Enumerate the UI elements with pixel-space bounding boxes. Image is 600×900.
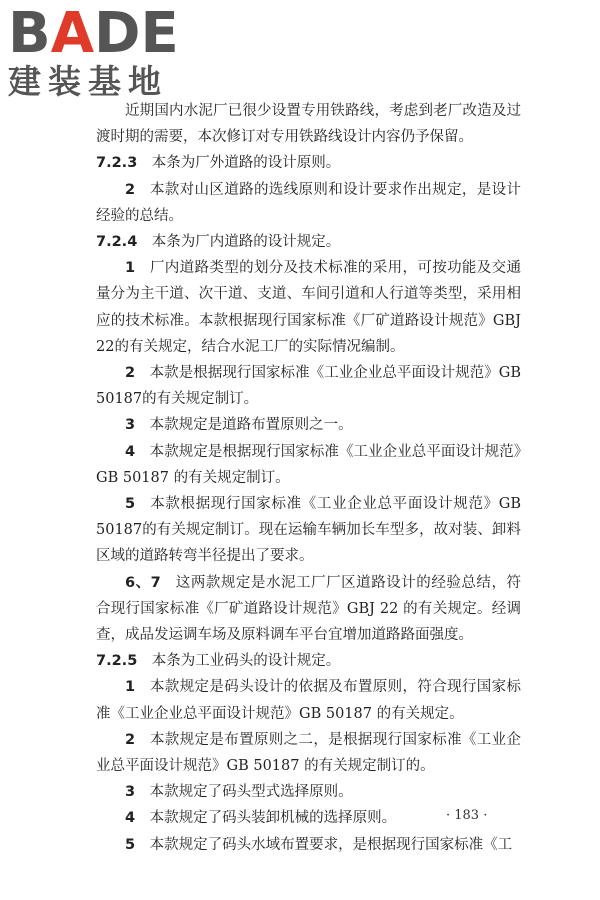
paragraph-text: 本款规定了码头型式选择原则。: [149, 784, 353, 801]
paragraph: [96, 255, 521, 360]
paragraph: [96, 177, 521, 229]
clause-number: 2: [125, 181, 136, 198]
logo-letter-e: E: [140, 1, 179, 66]
paragraph-text: 近期国内水泥厂已很少设置专用铁路线，考虑到老厂改造及过渡时期的需要，本次修订对专用铁路线设计内容仍予保留。: [96, 103, 521, 146]
logo-subtitle: 建装基地: [8, 62, 168, 101]
clause-number: 3: [125, 417, 136, 434]
paragraph-text: 本款规定是根据现行国家标准《工业企业总平面设计规范》GB 50187 的有关规定制订。: [96, 443, 521, 486]
clause-number: 7.2.5: [96, 653, 138, 670]
paragraph: [96, 674, 521, 726]
paragraph: [96, 779, 521, 805]
paragraph: [96, 648, 521, 674]
paragraph: [96, 727, 521, 779]
paragraph-text: 本条为厂内道路的设计规定。: [151, 234, 341, 251]
paragraph-text: 本条为工业码头的设计规定。: [151, 653, 341, 670]
paragraph: [96, 360, 521, 412]
paragraph-text: 本条为厂外道路的设计原则。: [151, 155, 341, 172]
paragraph-text: 这两款规定是水泥工厂厂区道路设计的经验总结，符合现行国家标准《厂矿道路设计规范》GBJ 22 的有关规定。经调查，成品发运调车场及原料调车平台宜增加道路路面强度。: [96, 574, 521, 644]
paragraph-text: 本款规定是码头设计的依据及布置原则，符合现行国家标准《工业企业总平面设计规范》GB 50187 的有关规定。: [96, 679, 521, 722]
clause-number: 2: [125, 365, 136, 382]
paragraph-text: 本款规定了码头水域布置要求，是根据现行国家标准《工: [149, 836, 513, 853]
paragraph-text: 本款是根据现行国家标准《工业企业总平面设计规范》GB 50187的有关规定制订。: [96, 365, 521, 408]
paragraph: [96, 98, 521, 150]
clause-number: 7.2.4: [96, 234, 138, 251]
paragraph-text: 厂内道路类型的划分及技术标准的采用，可按功能及交通量分为主干道、次干道、支道、车间引道和人行道等类型，采用相应的技术标准。本款根据现行国家标准《厂矿道路设计规范》GBJ 22的有关规定，结合水泥工厂的实际情况编制。: [96, 260, 521, 355]
logo-wordmark: [8, 1, 183, 66]
logo-letter-d: D: [94, 1, 141, 66]
paragraph: [96, 229, 521, 255]
document-body: [96, 98, 521, 858]
clause-number: 5: [125, 836, 136, 853]
paragraph-text: 本款规定了码头装卸机械的选择原则。: [149, 810, 397, 827]
paragraph-text: 本款根据现行国家标准《工业企业总平面设计规范》GB 50187的有关规定制订。现在运输车辆加长车型多，故对装、卸料区域的道路转弯半径提出了要求。: [96, 496, 521, 565]
logo-letter-a: A: [50, 1, 95, 66]
paragraph: [96, 832, 521, 858]
clause-number: 1: [125, 260, 136, 277]
paragraph: [96, 491, 521, 570]
clause-number: 4: [125, 443, 136, 460]
clause-number: 2: [125, 731, 136, 748]
paragraph: [96, 439, 521, 491]
logo: [8, 1, 183, 101]
clause-number: 3: [125, 784, 136, 801]
logo-letter-b: B: [8, 1, 51, 66]
paragraph-text: 本款规定是布置原则之二，是根据现行国家标准《工业企业总平面设计规范》GB 50187 的有关规定制订的。: [96, 731, 521, 775]
clause-number: 5: [125, 496, 136, 513]
paragraph-text: 本款规定是道路布置原则之一。: [149, 417, 353, 434]
paragraph: [96, 570, 521, 649]
page-number: · 183 ·: [446, 808, 488, 823]
paragraph: [96, 412, 521, 438]
clause-number: 4: [125, 810, 136, 827]
clause-number: 6、7: [125, 574, 161, 591]
paragraph-text: 本款对山区道路的选线原则和设计要求作出规定，是设计经验的总结。: [96, 181, 521, 224]
clause-number: 7.2.3: [96, 155, 138, 172]
clause-number: 1: [125, 679, 136, 696]
paragraph: [96, 150, 521, 176]
